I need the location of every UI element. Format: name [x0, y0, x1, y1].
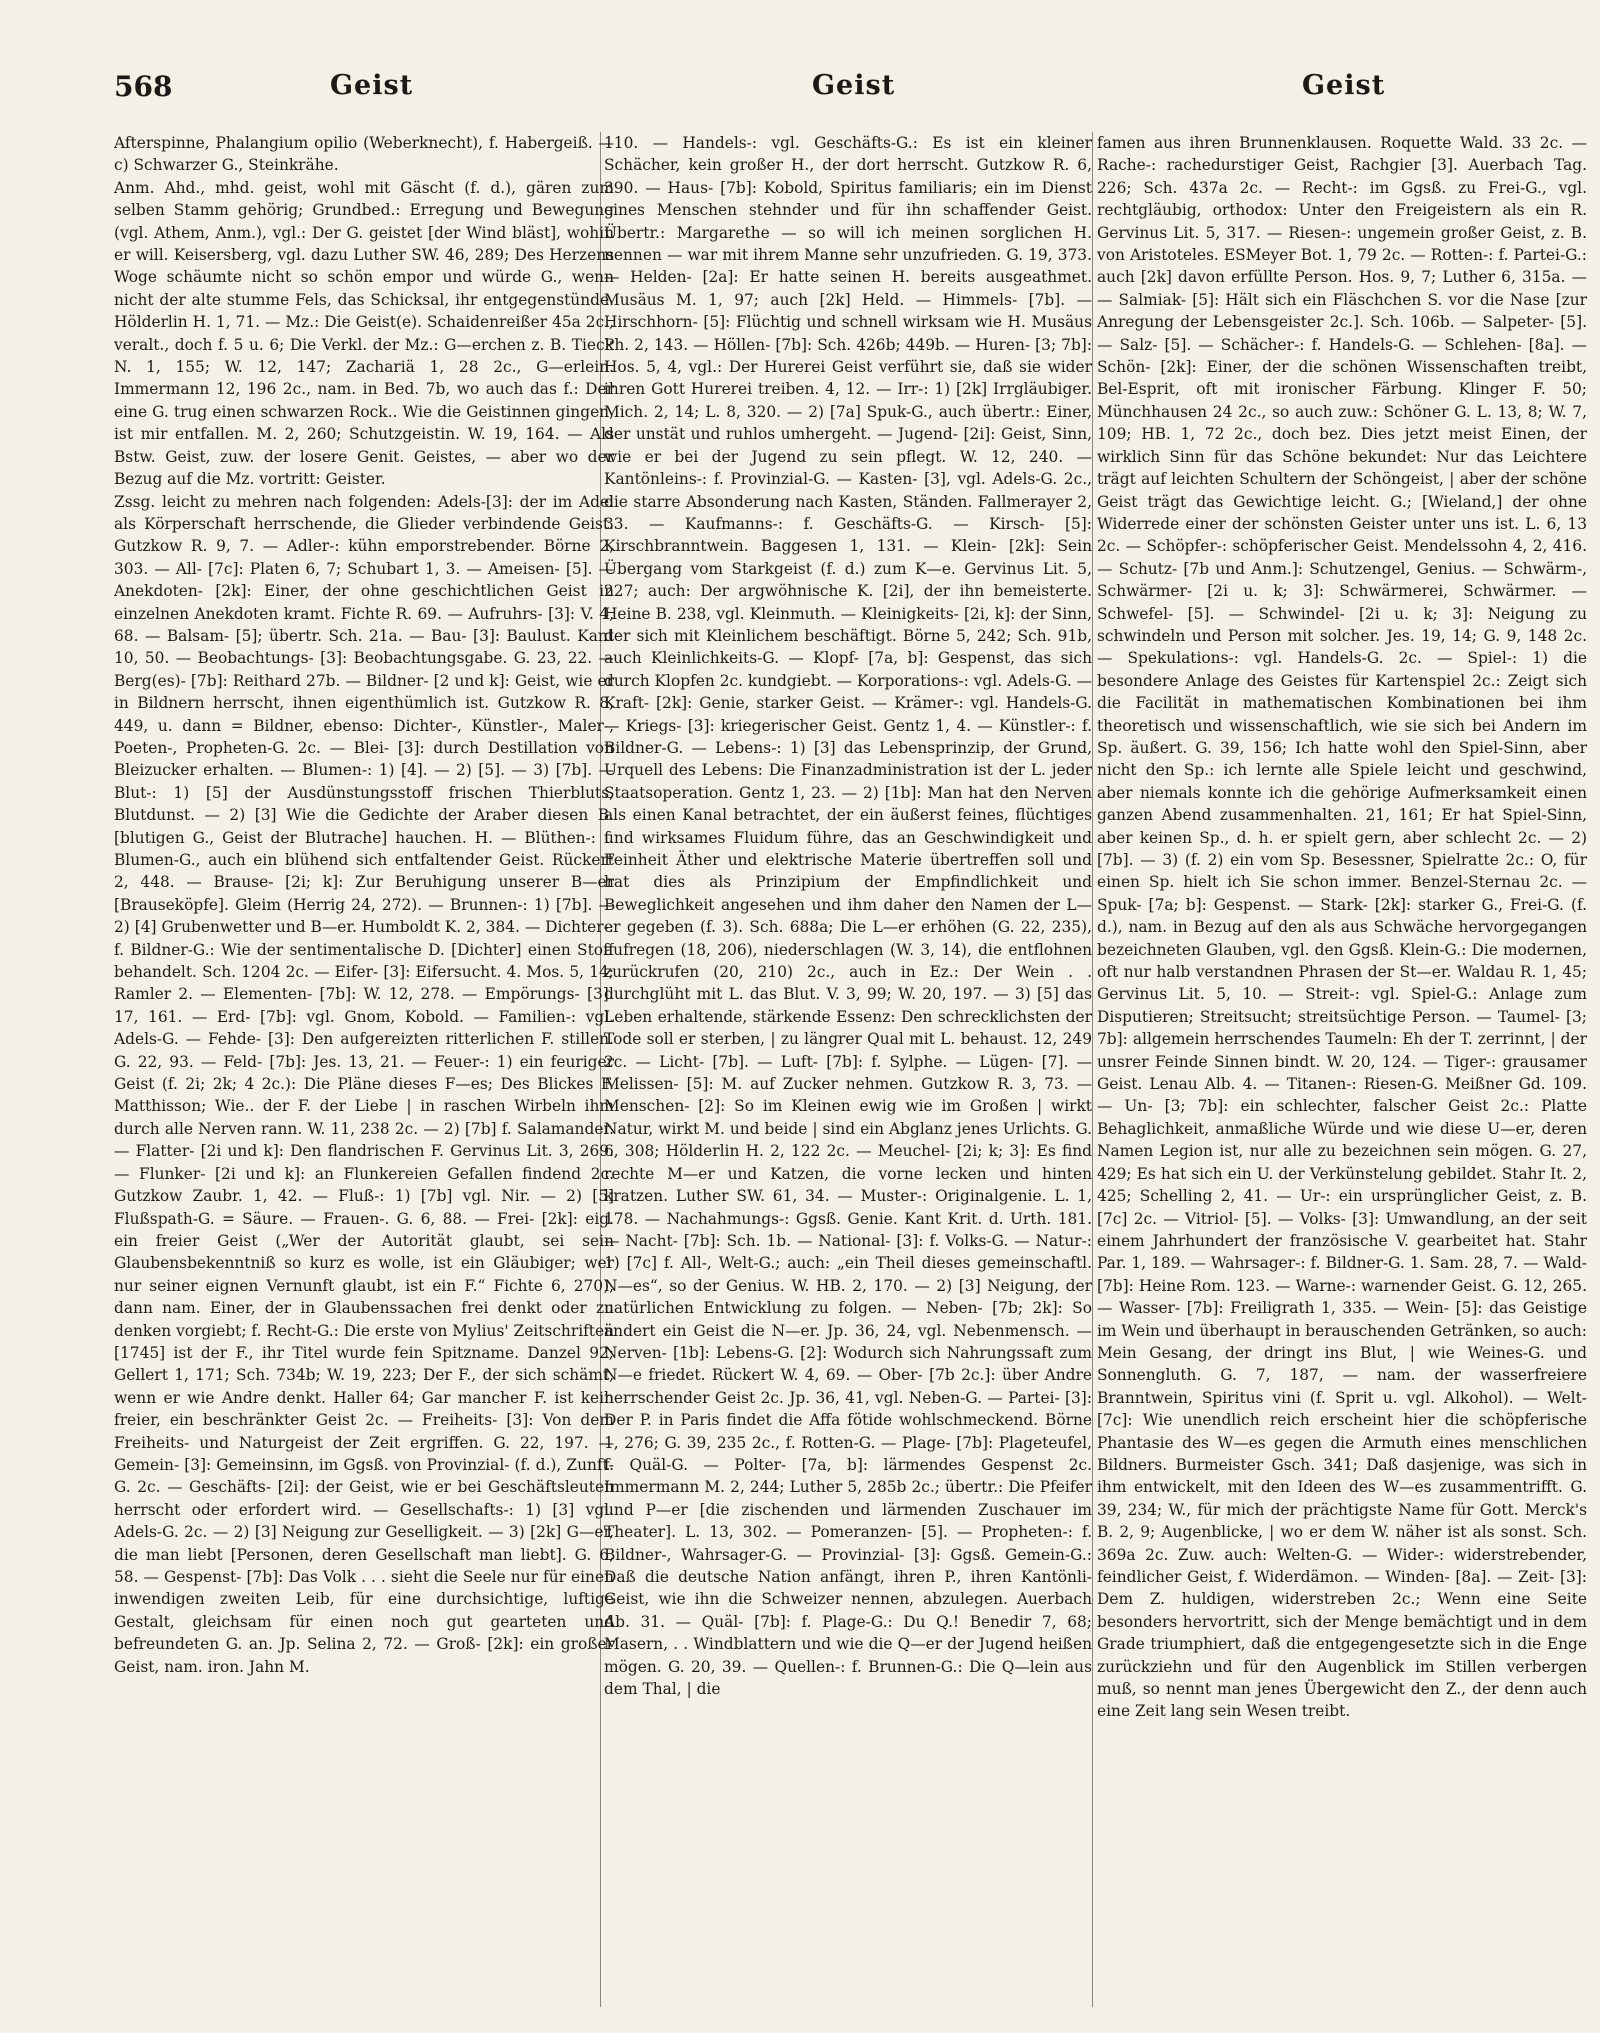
headword-center: Geist [812, 70, 896, 101]
headword-right: Geist [1302, 70, 1386, 101]
column-divider [1092, 132, 1093, 2007]
headword-left: Geist [330, 70, 414, 101]
page-number: 568 [114, 70, 173, 103]
entry-paragraph: 110. — Handels-: vgl. Geschäfts-G.: Es ist ein kleiner Schächer, kein großer H., der dort herrscht. Gutzkow R. 6, 390. — Haus- [7b]: Kobold, Spiritus familiaris; ein im Dienst eines Menschen stehnder und für ihn schaffender Geist. Übertr.: Margarethe — so will ich meinen sorglichen H. nennen — war mit ihrem Manne sehr unzufrieden. G. 19, 373. — Helden- [2a]: Er hatte seinen H. bereits ausgeathmet. Musäus M. 1, 97; auch [2k] Held. — Himmels- [7b]. — Hirschhorn- [5]: Flüchtig und schnell wirksam wie H. Musäus Ph. 2, 143. — Höllen- [7b]: Sch. 426b; 449b. — Huren- [3; 7b]: Hos. 5, 4, vgl.: Der Hurerei Geist verführt sie, daß sie wider ihren Gott Hurerei treiben. 4, 12. — Irr-: 1) [2k] Irrgläubiger. Mich. 2, 14; L. 8, 320. — 2) [7a] Spuk-G., auch übertr.: Einer, der unstät und ruhlos umhergeht. — Jugend- [2i]: Geist, Sinn, wie er bei der Jugend zu sein pflegt. W. 12, 240. — Kantönleins-: f. Provinzial-G. — Kasten- [3], vgl. Adels-G. 2c., die starre Absonderung nach Kasten, Ständen. Fallmerayer 2, 33. — Kaufmanns-: f. Geschäfts-G. — Kirsch- [5]: Kirschbranntwein. Baggesen 1, 131. — Klein- [2k]: Sein Übergang vom Starkgeist (f. d.) zum K—e. Gervinus Lit. 5, 227; auch: Der argwöhnische K. [2i], der ihn bemeisterte. Heine B. 238, vgl. Kleinmuth. — Kleinigkeits- [2i, k]: der Sinn, der sich mit Kleinlichem beschäftigt. Börne 5, 242; Sch. 91b, auch Kleinlichkeits-G. — Klopf- [7a, b]: Gespenst, das sich durch Klopfen 2c. kundgiebt. — Korporations-: vgl. Adels-G. — Kraft- [2k]: Genie, starker Geist. — Krämer-: vgl. Handels-G. — Kriegs- [3]: kriegerischer Geist. Gentz 1, 4. — Künstler-: f. Bildner-G. — Lebens-: 1) [3] das Lebensprinzip, der Grund, Urquell des Lebens: Die Finanzadministration ist der L. jeder Staatsoperation. Gentz 1, 23. — 2) [1b]: Man hat den Nerven als einen Kanal betrachtet, der ein äußerst feines, flüchtiges und wirksames Fluidum führe, das an Geschwindigkeit und Feinheit Äther und elektrische Materie übertreffen soll und hat dies als Prinzipium der Empfindlichkeit und Beweglichkeit angesehen und ihm daher den Namen der L—er gegeben (f. 3). Sch. 688a; Die L—er erhöhen (G. 22, 235), aufregen (18, 206), niederschlagen (W. 3, 14), die entflohnen zurückrufen (20, 210) 2c., auch in Ez.: Der Wein . . durchglüht mit L. das Blut. V. 3, 99; W. 20, 197. — 3) [5] das Leben erhaltende, stärkende Essenz: Den schrecklichsten der Tode soll er sterben, | zu längrer Qual mit L. behaust. 12, 249 2c. — Licht- [7b]. — Luft- [7b]: f. Sylphe. — Lügen- [7]. — Melissen- [5]: M. auf Zucker nehmen. Gutzkow R. 3, 73. — Menschen- [2]: So im Kleinen ewig wie im Großen | wirkt Natur, wirkt M. und beide | sind ein Abglanz jenes Urlichts. G. 6, 308; Hölderlin H. 2, 122 2c. — Meuchel- [2i; k; 3]: Es find rechte M—er und Katzen, die vorne lecken und hinten kratzen. Luther SW. 61, 34. — Muster-: Originalgenie. L. 1, 178. — Nachahmungs-: Ggsß. Genie. Kant Krit. d. Urth. 181. — Nacht- [7b]: Sch. 1b. — National- [3]: f. Volks-G. — Natur-: 1) [7c] f. All-, Welt-G.; auch: „ein Theil dieses gemeinschaftl. N—es“, so der Genius. W. HB. 2, 170. — 2) [3] Neigung, der natürlichen Entwicklung zu folgen. — Neben- [7b; 2k]: So ändert ein Geist die N—er. Jp. 36, 24, vgl. Nebenmensch. — Nerven- [1b]: Lebens-G. [2]: Wodurch sich Nahrungssaft zum N—e friedet. Rückert W. 4, 69. — Ober- [7b 2c.]: über Andre herrschender Geist 2c. Jp. 36, 41, vgl. Neben-G. — Partei- [3]: Der P. in Paris findet die Affa fötide wohlschmeckend. Börne 1, 276; G. 39, 235 2c., f. Rotten-G. — Plage- [7b]: Plageteufel, f. Quäl-G. — Polter- [7a, b]: lärmendes Gespenst 2c. Immermann M. 2, 244; Luther 5, 285b 2c.; übertr.: Die Pfeifer und P—er [die zischenden und lärmenden Zuschauer im Theater]. L. 13, 302. — Pomeranzen- [5]. — Propheten-: f. Bildner-, Wahrsager-G. — Provinzial- [3]: Ggsß. Gemein-G.: Daß die deutsche Nation anfängt, ihren P., ihren Kantönli-Geist, wie ihn die Schweizer nennen, abzulegen. Auerbach Ab. 31. — Quäl- [7b]: f. Plage-G.: Du Q.! Benedir 7, 68; Masern, . . Windblattern und wie die Q—er der Jugend heißen mögen. G. 20, 39. — Quellen-: f. Brunnen-G.: Die Q—lein aus dem Thal, | die [604, 134, 1092, 1699]
entry-paragraph: famen aus ihren Brunnenklausen. Roquette Wald. 33 2c. — Rache-: rachedurstiger Geist, Rachgier [3]. Auerbach Tag. 226; Sch. 437a 2c. — Recht-: im Ggsß. zu Frei-G., vgl. rechtgläubig, orthodox: Unter den Freigeistern als ein R. Gervinus Lit. 5, 317. — Riesen-: ungemein großer Geist, z. B. von Aristoteles. ESMeyer Bot. 1, 79 2c. — Rotten-: f. Partei-G.: auch [2k] davon erfüllte Person. Hos. 9, 7; Luther 6, 315a. — — Salmiak- [5]: Hält sich ein Fläschchen S. vor die Nase [zur Anregung der Lebensgeister 2c.]. Sch. 106b. — Salpeter- [5]. — Salz- [5]. — Schächer-: f. Handels-G. — Schlehen- [8a]. — Schön- [2k]: Einer, der die schönen Wissenschaften treibt, Bel-Esprit, oft mit ironischer Färbung. Klinger F. 50; Münchhausen 24 2c., so auch zuw.: Schöner G. L. 13, 8; W. 7, 109; HB. 1, 72 2c., doch bez. Dies jetzt meist Einen, der wirklich Sinn für das Schöne bekundet: Nur das Leichtere trägt auf leichten Schultern der Schöngeist, | aber der schöne Geist trägt das Gewichtige leicht. G.; [Wieland,] der ohne Widerrede einer der schönsten Geister unter uns ist. L. 6, 13 2c. — Schöpfer-: schöpferischer Geist. Mendelssohn 4, 2, 416. — Schutz- [7b und Anm.]: Schutzengel, Genius. — Schwärm-, Schwärmer- [2i u. k; 3]: Schwärmerei, Schwärmer. — Schwefel- [5]. — Schwindel- [2i u. k; 3]: Neigung zu schwindeln und Person mit solcher. Jes. 19, 14; G. 9, 148 2c. — Spekulations-: vgl. Handels-G. 2c. — Spiel-: 1) die besondere Anlage des Geistes für Kartenspiel 2c.: Zeigt sich die Facilität in mathematischen Kombinationen bei ihm theoretisch und wissenschaftlich, wie sie sich bei Andern im Sp. äußert. G. 39, 156; Ich hatte wohl den Spiel-Sinn, aber nicht den Sp.: ich lernte alle Spiele leicht und geschwind, aber niemals konnte ich die gehörige Aufmerksamkeit einen ganzen Abend zusammenhalten. 21, 161; Er hat Spiel-Sinn, aber keinen Sp., d. h. er spielt gern, aber schlecht 2c. — 2) [7b]. — 3) (f. 2) ein vom Sp. Besessner, Spielratte 2c.: O, für einen Sp. hielt ich Sie schon immer. Benzel-Sternau 2c. — Spuk- [7a; b]: Gespenst. — Stark- [2k]: starker G., Frei-G. (f. d.), nam. in Bezug auf den als aus Schwäche hervorgegangen bezeichneten Glauben, vgl. den Ggsß. Klein-G.: Die modernen, oft nur halb verstandnen Phrasen der St—er. Waldau R. 1, 45; Gervinus Lit. 5, 10. — Streit-: vgl. Spiel-G.: Anlage zum Disputieren; Streitsucht; streitsüchtige Person. — Taumel- [3; 7b]: allgemein herrschendes Taumeln: Eh der T. zerrinnt, | der unsrer Feinde Sinnen bindt. W. 20, 124. — Tiger-: grausamer Geist. Lenau Alb. 4. — Titanen-: Riesen-G. Meißner Gd. 109. — Un- [3; 7b]: ein schlechter, falscher Geist 2c.: Platte Behaglichkeit, anmaßliche Würde und wie diese U—er, deren Namen Legion ist, nur alle zu bezeichnen sein mögen. G. 27, 429; Es hat sich ein U. der Verkünstelung gebildet. Stahr It. 2, 425; Schelling 2, 41. — Ur-: ein ursprünglicher Geist, z. B. [7c] 2c. — Vitriol- [5]. — Volks- [3]: Umwandlung, an der seit einem Jahrhundert der französische V. gearbeitet hat. Stahr Par. 1, 189. — Wahrsager-: f. Bildner-G. 1. Sam. 28, 7. — Wald- [7b]: Heine Rom. 123. — Warne-: warnender Geist. G. 12, 265. — Wasser- [7b]: Freiligrath 1, 335. — Wein- [5]: das Geistige im Wein und überhaupt in berauschenden Getränken, so auch: Mein Gesang, der dringt ins Blut, | wie Weines-G. und Sonnengluth. G. 7, 187, — nam. der wasserfreiere Branntwein, Spiritus vini (f. Sprit u. vgl. Alkohol). — Welt- [7c]: Wie unendlich reich erscheint hier die schöpferische Phantasie des W—es gegen die Armuth eines menschlichen Bildners. Burmeister Gsch. 341; Daß dasjenige, was sich in ihm entwickelt, mit den Ideen des W—es zusammentrifft. G. 39, 234; W., für mich der prächtigste Name für Gott. Merck's B. 2, 9; Augenblicke, | wo er dem W. näher ist als sonst. Sch. 369a 2c. Zuw. auch: Welten-G. — Wider-: widerstrebender, feindlicher Geist, f. Widerdämon. — Winden- [8a]. — Zeit- [3]: Dem Z. huldigen, widerstreben 2c.; Wenn eine Seite besonders hervortritt, sich der Menge bemächtigt und in dem Grade triumphiert, daß die entgegengesetzte sich in die Enge zurückziehn und für den Augenblick im Stillen verbergen muß, so nennt man jenes Übergewicht den Z., der denn auch eine Zeit lang sein Wesen treibt. [1097, 134, 1587, 1721]
entry-paragraph: Anm. Ahd., mhd. geist, wohl mit Gäscht (f. d.), gären zum selben Stamm gehörig; Grundbed.: Erregung und Bewegung (vgl. Athem, Anm.), vgl.: Der G. geistet [der Wind bläst], wohin er will. Keisersberg, vgl. dazu Luther SW. 46, 289; Des Herzens Woge schäumte nicht so schön empor und würde G., wenn nicht der alte stumme Fels, das Schicksal, ihr entgegenstünde. Hölderlin H. 1, 71. — Mz.: Die Geist(e). Schaidenreißer 45a 2c., veralt., doch f. 5 u. 6; Die Verkl. der Mz.: G—erchen z. B. Tieck N. 1, 155; W. 12, 147; Zachariä 1, 28 2c., G—erlein. Immermann 12, 196 2c., nam. in Bed. 7b, wo auch das f.: Der eine G. trug einen schwarzen Rock.. Wie die Geistinnen gingen, ist mir entfallen. M. 2, 260; Schutzgeistin. W. 19, 164. — Als Bstw. Geist, zuw. der losere Genit. Geistes, — aber wo der Bezug auf die Mz. vortritt: Geister. [114, 178, 614, 489]
running-header [0, 70, 1600, 110]
column-right [1097, 132, 1587, 2012]
entry-paragraph: Afterspinne, Phalangium opilio (Weberknecht), f. Habergeiß. — c) Schwarzer G., Steinkrähe. [114, 134, 614, 175]
column-middle [604, 132, 1092, 2012]
column-left [114, 132, 614, 2012]
entry-paragraph: Zssg. leicht zu mehren nach folgenden: Adels-[3]: der im Adel als Körperschaft herrschende, die Glieder verbindende Geist. Gutzkow R. 9, 7. — Adler-: kühn emporstrebender. Börne 2, 303. — All- [7c]: Platen 6, 7; Schubart 1, 3. — Ameisen- [5]. — Anekdoten- [2k]: Einer, der ohne geschichtlichen Geist in einzelnen Anekdoten kramt. Fichte R. 69. — Aufruhrs- [3]: V. 4, 68. — Balsam- [5]; übertr. Sch. 21a. — Bau- [3]: Baulust. Kant 10, 50. — Beobachtungs- [3]: Beobachtungsgabe. G. 23, 22. — Berg(es)- [7b]: Reithard 27b. — Bildner- [2 und k]: Geist, wie er in Bildnern herrscht, ihnen eigenthümlich ist. Gutzkow R. 8, 449, u. dann = Bildner, ebenso: Dichter-, Künstler-, Maler-, Poeten-, Propheten-G. 2c. — Blei- [3]: durch Destillation von Bleizucker erhalten. — Blumen-: 1) [4]. — 2) [5]. — 3) [7b]. — Blut-: 1) [5] der Ausdünstungsstoff frischen Thierbluts, Blutdunst. — 2) [3] Wie die Gedichte der Araber diesen B. [blutigen G., Geist der Blutrache] hauchen. H. — Blüthen-: f. Blumen-G., auch ein blühend sich entfaltender Geist. Rückert 2, 448. — Brause- [2i; k]: Zur Beruhigung unserer B—er [Brauseköpfe]. Gleim (Herrig 24, 272). — Brunnen-: 1) [7b]. — 2) [4] Grubenwetter und B—er. Humboldt K. 2, 384. — Dichter-: f. Bildner-G.: Wie der sentimentalische D. [Dichter] einen Stoff behandelt. Sch. 1204 2c. — Eifer- [3]: Eifersucht. 4. Mos. 5, 14; Ramler 2. — Elementen- [7b]: W. 12, 278. — Empörungs- [3]: 17, 161. — Erd- [7b]: vgl. Gnom, Kobold. — Familien-: vgl. Adels-G. — Fehde- [3]: Den aufgereizten ritterlichen F. stillen. G. 22, 93. — Feld- [7b]: Jes. 13, 21. — Feuer-: 1) ein feuriger Geist (f. 2i; 2k; 4 2c.): Die Pläne dieses F—es; Des Blickes F. Matthisson; Wie.. der F. der Liebe | in raschen Wirbeln ihm durch alle Nerven rann. W. 11, 238 2c. — 2) [7b] f. Salamander. — Flatter- [2i und k]: Den flandrischen F. Gervinus Lit. 3, 269. — Flunker- [2i und k]: an Flunkereien Gefallen findend 2c. Gutzkow Zaubr. 1, 42. — Fluß-: 1) [7b] vgl. Nir. — 2) [5] Flußspath-G. = Säure. — Frauen-. G. 6, 88. — Frei- [2k]: eig. ein freier Geist („Wer der Autorität glaubt, sei sein Glaubensbekenntniß so kurz es wolle, ist ein Gläubiger; wer nur seiner eignen Vernunft glaubt, ist ein F.“ Fichte 6, 270), dann nam. Einer, der in Glaubenssachen frei denkt oder zu denken vorgiebt; f. Recht-G.: Die erste von Mylius' Zeitschriften [1745] ist der F., ihr Titel wurde fein Spitzname. Danzel 92; Gellert 1, 171; Sch. 734b; W. 19, 223; Der F., der sich schämt, wenn er wie Andre denkt. Haller 64; Gar mancher F. ist kein freier, ein beschränkter Geist 2c. — Freiheits- [3]: Von dem Freiheits- und Naturgeist der Zeit ergriffen. G. 22, 197. — Gemein- [3]: Gemeinsinn, im Ggsß. von Provinzial- (f. d.), Zunft-G. 2c. — Geschäfts- [2i]: der Geist, wie er bei Geschäftsleuten herrscht oder erfordert wird. — Gesellschafts-: 1) [3] vgl. Adels-G. 2c. — 2) [3] Neigung zur Geselligkeit. — 3) [2k] G—er, die man liebt [Personen, deren Gesellschaft man liebt]. G. 6, 58. — Gespenst- [7b]: Das Volk . . . sieht die Seele nur für einen inwendigen zweiten Leib, für eine durchsichtige, luftige Gestalt, gleichsam für einen noch gut gearteten und befreundeten G. an. Jp. Selina 2, 72. — Groß- [2k]: ein großer Geist, nam. iron. Jahn M. [114, 492, 614, 1676]
